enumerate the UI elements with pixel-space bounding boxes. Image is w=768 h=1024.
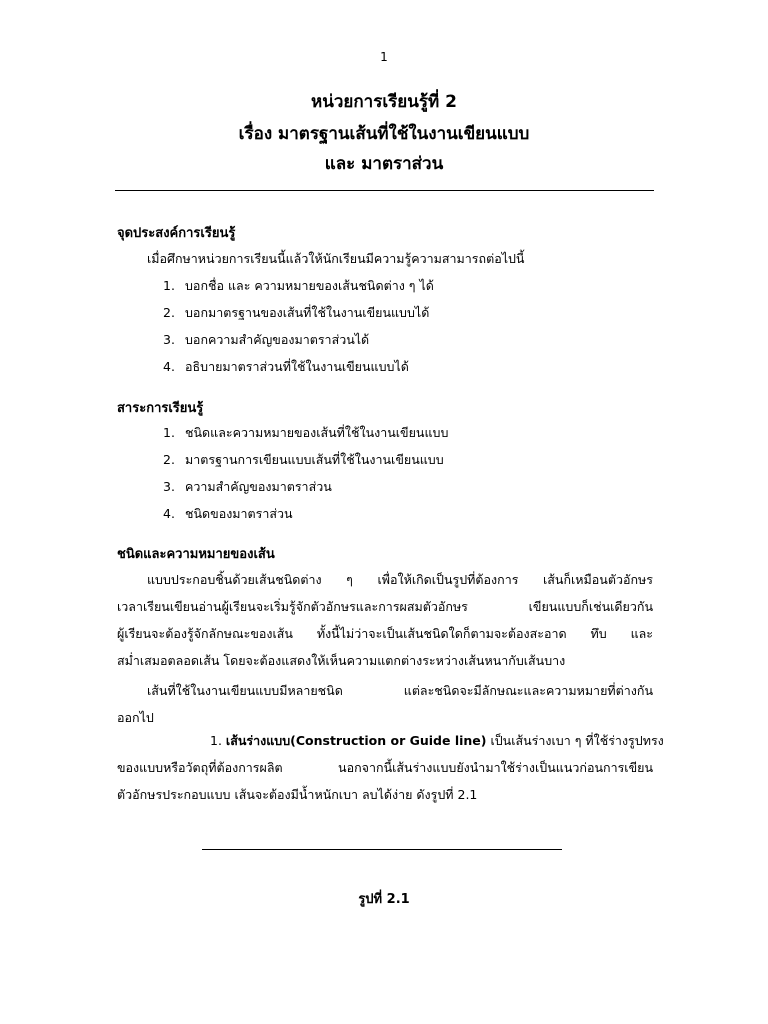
paragraph-line: เวลาเรียนเขียนอ่านผู้เรียนจะเริ่มรู้จักตัวอักษรและการผสมตัวอักษร เขียนแบบก็เช่นเดียวกัน xyxy=(117,599,653,614)
content-item xyxy=(163,423,448,443)
content-heading: สาระการเรียนรู้ xyxy=(117,401,204,416)
topic-subtitle: และ มาตราส่วน xyxy=(324,154,444,174)
item-term: เส้นร่างแบบ xyxy=(225,733,291,748)
paragraph-line: ออกไป xyxy=(117,710,154,725)
list-number: 3. xyxy=(163,332,175,347)
objectives-intro: เมื่อศึกษาหน่วยการเรียนนี้แล้วให้นักเรียนมีความรู้ความสามารถต่อไปนี้ xyxy=(147,251,525,266)
line-type-item-first-line xyxy=(210,731,664,751)
list-number: 3. xyxy=(163,479,175,494)
page-number: 1 xyxy=(380,50,388,64)
objective-item xyxy=(163,303,429,323)
objective-item xyxy=(163,330,369,350)
list-text: บอกความสำคัญของมาตราส่วนได้ xyxy=(185,332,370,347)
paragraph-line: ตัวอักษรประกอบแบบ เส้นจะต้องมีน้ำหนักเบา ลบได้ง่าย ดังรูปที่ 2.1 xyxy=(117,787,478,802)
paragraph-line: แบบประกอบชิ้นด้วยเส้นชนิดต่าง ๆ เพื่อให้เกิดเป็นรูปที่ต้องการ เส้นก็เหมือนตัวอักษร xyxy=(147,572,653,587)
objective-item xyxy=(163,357,409,377)
topic-title: เรื่อง มาตรฐานเส้นที่ใช้ในงานเขียนแบบ xyxy=(238,124,530,144)
paragraph-line: เส้นที่ใช้ในงานเขียนแบบมีหลายชนิด แต่ละชนิดจะมีลักษณะและความหมายที่ต่างกัน xyxy=(147,683,653,698)
list-number: 4. xyxy=(163,359,175,374)
list-number: 2. xyxy=(163,452,175,467)
list-text: ความสำคัญของมาตราส่วน xyxy=(185,479,332,494)
paragraph-line: สม่ำเสมอตลอดเส้น โดยจะต้องแสดงให้เห็นความแตกต่างระหว่างเส้นหนากับเส้นบาง xyxy=(117,653,566,668)
item-number: 1. xyxy=(210,733,222,748)
list-number: 4. xyxy=(163,506,175,521)
objectives-heading: จุดประสงค์การเรียนรู้ xyxy=(117,226,236,241)
list-text: ชนิดของมาตราส่วน xyxy=(185,506,293,521)
content-item xyxy=(163,504,293,524)
list-text: บอกมาตรฐานของเส้นที่ใช้ในงานเขียนแบบได้ xyxy=(185,305,430,320)
paragraph-line: ของแบบหรือวัตถุที่ต้องการผลิต นอกจากนี้เส้นร่างแบบยังนำมาใช้ร่างเป็นแนวก่อนการเขียน xyxy=(117,760,653,775)
list-number: 1. xyxy=(163,425,175,440)
paragraph-line: ผู้เรียนจะต้องรู้จักลักษณะของเส้น ทั้งนี้ไม่ว่าจะเป็นเส้นชนิดใดก็ตามจะต้องสะอาด ทึบ และ xyxy=(117,626,653,641)
objective-item xyxy=(163,276,434,296)
list-text: มาตรฐานการเขียนแบบเส้นที่ใช้ในงานเขียนแบบ xyxy=(185,452,444,467)
list-number: 2. xyxy=(163,305,175,320)
figure-caption: รูปที่ 2.1 xyxy=(358,892,410,907)
line-types-heading: ชนิดและความหมายของเส้น xyxy=(117,547,275,562)
list-text: ชนิดและความหมายของเส้นที่ใช้ในงานเขียนแบบ xyxy=(185,425,449,440)
header-divider xyxy=(115,190,654,191)
unit-title: หน่วยการเรียนรู้ที่ 2 xyxy=(311,92,457,112)
content-item xyxy=(163,477,332,497)
item-description: เป็นเส้นร่างเบา ๆ ที่ใช้ร่างรูปทรง xyxy=(486,733,664,748)
item-term-english: (Construction or Guide line) xyxy=(290,733,487,748)
figure-line-sample xyxy=(202,849,562,850)
list-text: บอกชื่อ และ ความหมายของเส้นชนิดต่าง ๆ ได้ xyxy=(185,278,434,293)
content-item xyxy=(163,450,444,470)
list-text: อธิบายมาตราส่วนที่ใช้ในงานเขียนแบบได้ xyxy=(185,359,409,374)
list-number: 1. xyxy=(163,278,175,293)
